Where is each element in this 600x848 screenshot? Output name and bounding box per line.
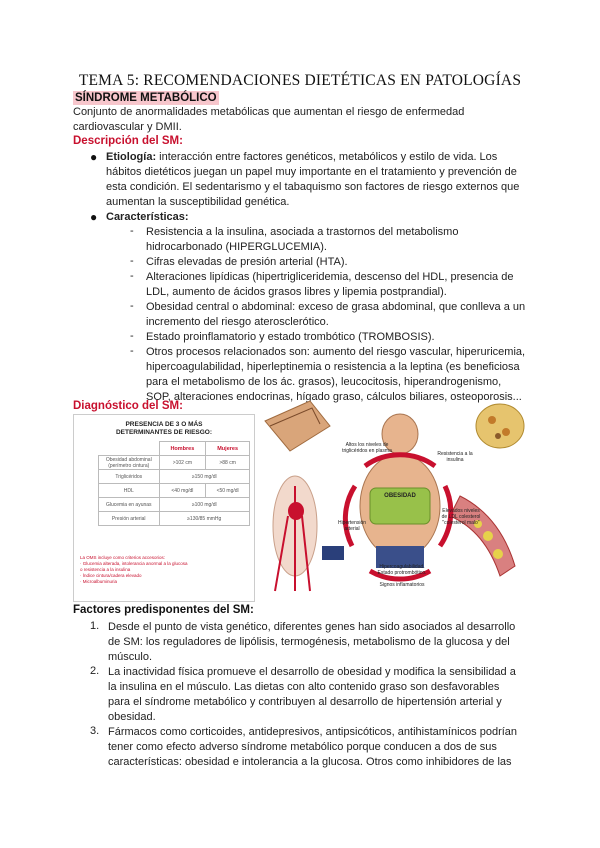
pancreas-shape xyxy=(476,404,524,448)
factores-heading: Factores predisponentes del SM: xyxy=(73,604,254,616)
table-row: Presión arterial ≥130/85 mmHg xyxy=(99,512,250,526)
char-item-6-line-1: Otros procesos relacionados son: aumento del riesgo vascular, hiperuricemia, xyxy=(146,346,526,358)
intro-line-1: Conjunto de anormalidades metabólicas que aumentan el riesgo de enfermedad xyxy=(73,106,465,118)
char-item-1-line-2: hidrocarbonado (HIPERGLUCEMIA). xyxy=(146,241,327,253)
etiologia-line-1: Etiología: interacción entre factores genéticos, metabólicos y estilo de vida. Los xyxy=(106,151,498,163)
list-number: 3. xyxy=(90,725,100,737)
factor-2-line-4: obesidad. xyxy=(108,711,156,723)
char-item-3-line-2: LDL, aumento de ácidos grasos libres y lipemia postprandial). xyxy=(146,286,447,298)
label-trigliceridos: Altos los niveles de triglicéridos en plasma xyxy=(342,442,392,454)
page-title: TEMA 5: RECOMENDACIONES DIETÉTICAS EN PATOLOGÍAS xyxy=(78,72,522,89)
diag-note: La OMS incluye como criterios accesorios: · Glucemia alterada, intolerancia anormal a la glucosa o resistencia a la insulina · Índice cintura/cadera elevado · Microalbuminuria xyxy=(80,555,188,584)
factor-2-line-1: La inactividad física promueve el desarrollo de obesidad y modifica la sensibilidad a xyxy=(108,666,516,678)
dash-icon: - xyxy=(130,330,134,342)
factor-3-line-2: tener como efecto adverso síndrome metabólico porque conducen a dos de sus xyxy=(108,741,497,753)
col-header-hombres: Hombres xyxy=(159,442,206,456)
section-heading: SÍNDROME METABÓLICO xyxy=(75,92,217,104)
list-number: 1. xyxy=(90,620,100,632)
caracteristicas-label: Características: xyxy=(106,211,189,223)
metabolic-syndrome-illustration xyxy=(260,396,528,598)
bullet-icon: ● xyxy=(90,210,98,224)
dash-icon: - xyxy=(130,270,134,282)
dash-icon: - xyxy=(130,345,134,357)
factor-1-line-3: músculo. xyxy=(108,651,153,663)
label-ldl: Elevados niveles de LDL colesterol "colesterol malo" xyxy=(441,508,481,526)
char-item-6-line-3: para el metabolismo de los ác. grasos), leucocitosis, hiperandrogenismo, xyxy=(146,376,502,388)
dash-icon: - xyxy=(130,225,134,237)
etiologia-line-2: hábitos dietéticos juegan un papel muy importante en el tratamiento y prevención de xyxy=(106,166,517,178)
diagnostic-criteria-figure xyxy=(73,414,255,602)
char-item-4-line-1: Obesidad central o abdominal: exceso de grasa abdominal, que conlleva a un xyxy=(146,301,526,313)
label-hipercoagulabilidad: Hipercoagulabilidad. Estado protrombótico. xyxy=(377,564,427,576)
char-item-1-line-1: Resistencia a la insulina, asociada a trastornos del metabolismo xyxy=(146,226,459,238)
etiologia-line-4: aumentan la susceptibilidad genética. xyxy=(106,196,290,208)
char-item-5-line-1: Estado proinflamatorio y estado trombótico (TROMBOSIS). xyxy=(146,331,435,343)
factor-3-line-1: Fármacos como corticoides, antidepresivos, antipsicóticos, antihistamínicos podrían xyxy=(108,726,518,738)
bullet-icon: ● xyxy=(90,150,98,164)
table-row: Triglicéridos ≥150 mg/dl xyxy=(99,470,250,484)
descripcion-heading: Descripción del SM: xyxy=(73,135,183,147)
dash-icon: - xyxy=(130,300,134,312)
label-signos: Signos inflamatorios xyxy=(379,582,425,588)
label-hta: Hipertensión arterial xyxy=(337,520,367,532)
factor-2-line-2: la insulina en el músculo. Las dietas con alto contenido graso son desfavorables xyxy=(108,681,500,693)
dash-icon: - xyxy=(130,255,134,267)
factor-3-line-3: características: obesidad e intolerancia a la glucosa. Otros como inhibidores de las xyxy=(108,756,512,768)
label-insulina: Resistencia a la insulina xyxy=(437,451,473,463)
factor-1-line-2: de SM: los reguladores de lipólisis, termogénesis, metabolismo de la glucosa y del xyxy=(108,636,510,648)
char-item-6-line-4: SOP, alteraciones endocrinas, hígado graso, cálculos biliares, osteoporosis... xyxy=(146,391,522,403)
etiologia-line-3: esta condición. El sedentarismo y el tabaquismo son factores de riesgo externos que xyxy=(106,181,520,193)
factor-1-line-1: Desde el punto de vista genético, diferentes genes han sido asociados al desarrollo xyxy=(108,621,516,633)
char-item-6-line-2: hipercoagulabilidad, hiperleptinemia o resistencia a la leptina (es beneficiosa xyxy=(146,361,520,373)
diagnostico-heading: Diagnóstico del SM: xyxy=(73,400,183,412)
char-item-3-line-1: Alteraciones lipídicas (hipertrigliceridemia, descenso del HDL, presencia de xyxy=(146,271,514,283)
factor-2-line-3: para el síndrome metabólico y contribuyen al desarrollo de hipertensión arterial y xyxy=(108,696,502,708)
diag-table-title: PRESENCIA DE 3 O MÁS DETERMINANTES DE RIESGO: xyxy=(115,421,213,436)
table-row: HDL <40 mg/dl <50 mg/dl xyxy=(99,484,250,498)
table-row: Obesidad abdominal (perímetro cintura) >102 cm >88 cm xyxy=(99,456,250,470)
char-item-4-line-2: incremento del riesgo aterosclerótico. xyxy=(146,316,329,328)
food-shape xyxy=(265,401,330,451)
col-header-mujeres: Mujeres xyxy=(206,442,250,456)
intro-line-2: cardiovascular y DMII. xyxy=(73,121,182,133)
table-row xyxy=(99,442,250,456)
table-row: Glucemia en ayunas ≥100 mg/dl xyxy=(99,498,250,512)
list-number: 2. xyxy=(90,665,100,677)
label-obesidad: OBESIDAD xyxy=(384,493,416,499)
diag-table xyxy=(98,441,250,526)
char-item-2-line-1: Cifras elevadas de presión arterial (HTA). xyxy=(146,256,348,268)
